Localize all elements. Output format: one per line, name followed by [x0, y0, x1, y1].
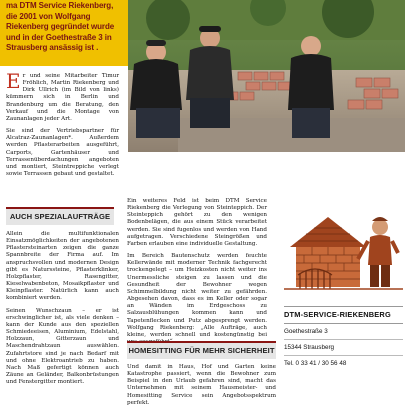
paragraph-steinteppich: Ein weiteres Feld ist beim DTM Service Riekenberg die Verlegung von Steinteppich. Der Steinteppich gehört zu den wenigen Bodenbelägen, die aus einem Stück verarbeitet werden. Sie sind fugenlos und werden von Hand aufgetragen. Verschiedene Steingrößen und Farben erlauben eine individuelle Gestaltung.	[127, 198, 267, 247]
intro-banner	[0, 0, 128, 66]
drop-cap: E	[6, 69, 21, 93]
photo-workers-paving-icon	[128, 0, 405, 152]
subhead-spezialauftraege: AUCH SPEZIALAUFTRÄGE	[6, 207, 114, 225]
contact-box	[284, 306, 403, 371]
dtm-house-logo-icon	[284, 203, 403, 296]
company-logo	[284, 203, 403, 296]
paragraph-zaun: Seinen Wunschzaun – er ist erschwinglicher ist, als viele denken – kann der Kunde aus den speziellen Schmiedeeisen, Aluminium, Edelstahl, Holzzaun, Gitterzaun und Maschendrahtzaun auswählen. Zufahrtstore sind je nach Bedarf mit und ohne Elektroantrieb zu haben. Nach Maß gefertigt können auch Zäune an Geländer, Balkonbrüstungen und Fenstergitter montiert.	[6, 307, 119, 386]
paragraph-pflaster: Allein die multifunktionalen Einsatzmöglichkeiten der angebotenen Pflastersteinarten zeigen die ganze Spannbreite der Firma auf. Im anspruchsvollen und modernen Design gibt es Naturssteine, Pflasterklinker, Holzpflaster, Rasengitter, Kieselwabenbeton, Mosaikpflaster und Kleinpflaster. Natürlich kann auch kombiniert werden.	[6, 231, 119, 302]
intro-banner-text: ma DTM Service Riekenberg, die 2001 von Wolfgang Riekenberg gegründet wurde und in der Goethestraße 3 in Strausberg ansässig ist .	[6, 1, 115, 53]
team-photo	[128, 0, 405, 152]
paragraph-bautenschutz: Im Bereich Bautenschutz werden feuchte Kellerwände mit moderner Technik fachgerecht trockengelegt – um Heizkosten nicht weiter ins Unermessliche steigen zu lassen und die Gesundheit der Bewohner wegen Schimmelbildung nicht weiter zu gefährden. Abgesehen davon, dass es im Keller oder sogar an Wänden im Erdgeschoss zu Salzausblühungen kommen kann und Tapetenflecken und Putz abgesprengt werden. Wolfgang Riekenberg: „Alle Aufträge, auch kleine, werden schnell und kostengünstig bei	[127, 253, 267, 338]
contact-phone: Tel. 0 33 41 / 30 56 48	[284, 360, 347, 367]
article-column-mid	[127, 198, 267, 338]
subhead-homesitting: HOMESITTING FÜR MEHR SICHERHEIT	[127, 341, 276, 359]
paragraph-intro-text: r und seine Mitarbeiter Timur Fröhlich, Martin Riekenberg und Dirk Ullrich (im Bild von links) kümmern sich in Berlin und Brandenburg um die Beratung, den Verkauf und die Montage von Zaunanlagen jeder Art.	[6, 73, 119, 122]
paragraph-partner: Sie sind der Vertriebspartner für Alcatraz-Zaunanlagen*. Außerdem werden Pflasterarbeiten ausgeführt, Carports, Gartenhäuser und Terrassenüberdachungen angeboten und montiert, Steintreppiche verlegt sowie Terrassen gebaut und gestaltet.	[6, 128, 119, 178]
paragraph-homesitting: Und damit in Haus, Hof und Garten keine Katastrophe passiert, wenn die Bewohner zum Beispiel in den Urlaub gefahren sind, macht das Unternehmen mit seinem Hausmeister- und Homesitting Service sein Angebotsspektrum perfekt.	[127, 364, 276, 406]
contact-company-name: DTM-SERVICE-RIEKENBERG	[284, 306, 403, 324]
paragraph-intro	[6, 69, 119, 123]
article-column-left	[6, 69, 119, 183]
article-column-left-lower	[6, 231, 119, 401]
article-column-mid-lower	[127, 364, 276, 404]
contact-city: 15344 Strausberg	[284, 340, 403, 356]
contact-street: Goethestraße 3	[284, 324, 403, 340]
